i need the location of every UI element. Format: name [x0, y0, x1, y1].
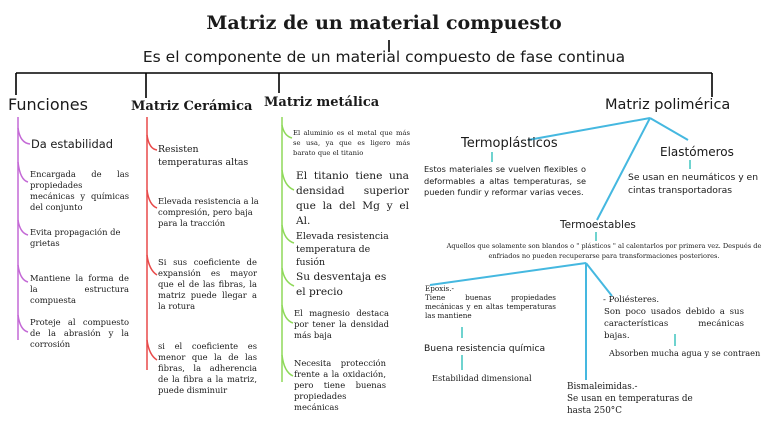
elastomeros-heading: Elastómeros [660, 145, 734, 159]
termoestables-text: Aquellos que solamente son blandos o " plásticos " al calentarlos por primera vez. Después de enfriados no pueden recuperarse para transformaciones posteriores. [446, 242, 762, 260]
ceramica-item-1: Resisten temperaturas altas [158, 144, 249, 168]
termoplasticos-heading: Termoplásticos [461, 136, 558, 151]
metalica-item-2: El titanio tiene una densidad superior que la del Mg y el Al. [296, 170, 409, 227]
metalica-link-4 [282, 268, 294, 286]
bismaleimidas-heading: Bismaleimidas.- [567, 382, 638, 392]
page-title: Matriz de un material compuesto [206, 12, 562, 34]
poliesteres-heading: - Poliésteres. [603, 295, 660, 305]
funciones-heading: Funciones [8, 95, 88, 114]
funciones-item-1: Da estabilidad [31, 137, 113, 151]
bismaleimidas-text: Se usan en temperaturas de hasta 250°C [567, 394, 693, 416]
funciones-item-2: Encargada de las propiedades mecánicas y químicas del conjunto [30, 169, 129, 212]
ceramica-link-1 [147, 135, 157, 150]
polimerica-heading: Matriz polimérica [605, 97, 731, 113]
metalica-heading: Matriz metálica [264, 95, 380, 110]
epoxis-text: Tiene buenas propiedades mecánicas y en altas temperaturas las mantiene [425, 293, 556, 320]
termoestables-heading: Termoestables [560, 219, 636, 231]
ceramica-link-2 [147, 190, 157, 208]
poliesteres-text: Son poco usados debido a sus características mecánicas bajas. [604, 307, 744, 341]
ceramica-item-3: Si sus coeficiente de expansión es mayor que el de las fibras, la matriz puede llegar a la rotura [158, 257, 257, 311]
poli-to-termoestables [597, 118, 650, 220]
metalica-item-3: Elevada resistencia temperatura de fusión [296, 231, 389, 268]
epoxis-heading: Epoxis.- [425, 284, 454, 293]
poli-to-elastomeros [650, 118, 688, 140]
funciones-item-4: Mantiene la forma de la estructura compuesta [30, 273, 129, 305]
ceramica-heading: Matriz Cerámica [131, 99, 253, 114]
metalica-item-4: Su desventaja es el precio [296, 271, 387, 298]
epoxis-sub2: Estabilidad dimensional [432, 373, 532, 383]
metalica-link-5 [282, 305, 293, 323]
metalica-link-2 [282, 170, 294, 190]
epoxis-sub1: Buena resistencia química [424, 343, 546, 354]
funciones-link-3 [18, 220, 28, 235]
ceramica-item-4: si el coeficiente es menor que la de las fibras, la adherencia de la fibra a la matriz, puede disminuir [158, 341, 257, 395]
elastomeros-text: Se usan en neumáticos y en cintas transportadoras [628, 172, 759, 196]
funciones-link-1 [18, 128, 30, 144]
metalica-link-1 [282, 125, 292, 138]
metalica-item-6: Necesita protección frente a la oxidación, pero tiene buenas propiedades mecánicas [294, 358, 386, 412]
termoplasticos-text: Estos materiales se vuelven flexibles o deformables a altas temperaturas, se pueden fundir y reformar varias veces. [424, 164, 586, 197]
funciones-link-4 [18, 265, 28, 282]
ceramica-link-4 [147, 340, 157, 360]
ceramica-item-2: Elevada resistencia a la compresión, pero baja para la tracción [158, 196, 259, 228]
funciones-link-5 [18, 315, 28, 332]
metalica-link-6 [282, 355, 293, 376]
ceramica-link-3 [147, 255, 157, 275]
termoestables-to-epoxis [430, 263, 586, 285]
page-subtitle: Es el componente de un material compuesto de fase continua [142, 48, 626, 66]
funciones-item-5: Proteje al compuesto de la abrasión y la corrosión [30, 317, 129, 349]
termoestables-to-poliesteres [586, 263, 612, 296]
metalica-item-5: El magnesio destaca por tener la densidad más baja [294, 308, 389, 340]
metalica-item-1: El aluminio es el metal que más se usa, ya que es ligero más barato que el titanio [293, 129, 410, 157]
poliesteres-sub: Absorben mucha agua y se contraen [609, 348, 761, 358]
funciones-link-2 [18, 162, 28, 182]
funciones-item-3: Evita propagación de grietas [30, 227, 121, 248]
metalica-link-3 [282, 225, 294, 243]
